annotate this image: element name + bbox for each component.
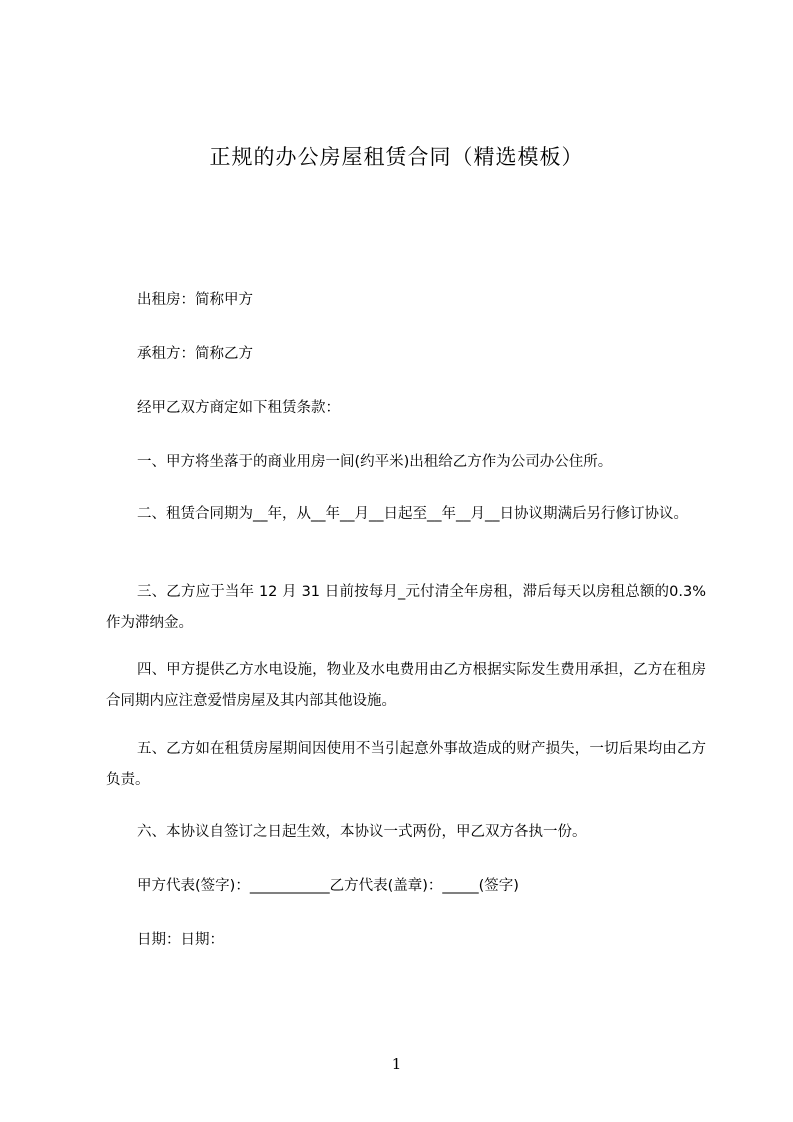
clause-1: 一、甲方将坐落于的商业用房一间(约平米)出租给乙方作为公司办公住所。 [137,454,613,470]
date-line: 日期：日期： [137,932,224,948]
signature-line: 甲方代表(签字)：___________乙方代表(盖章)：_____(签字) [137,878,519,894]
clause-5: 五、乙方如在租赁房屋期间因使用不当引起意外事故造成的财产损失，一切后果均由乙方负责。 [106,741,706,788]
lessee-line: 承租方：简称乙方 [137,346,253,362]
intro-line: 经甲乙双方商定如下租赁条款： [137,400,340,416]
page-number: 1 [391,1055,402,1073]
document-title: 正规的办公房屋租赁合同（精选模板） [209,145,584,169]
lessor-line: 出租房：简称甲方 [137,292,253,308]
clause-6: 六、本协议自签订之日起生效，本协议一式两份，甲乙双方各执一份。 [137,824,587,840]
clause-3: 三、乙方应于当年 12 月 31 日前按每月_元付清全年房租，滞后每天以房租总额的0.3%作为滞纳金。 [106,584,706,631]
clause-2: 二、租赁合同期为__年，从__年__月__日起至__年__月__日协议期满后另行修订协议。 [137,506,688,522]
clause-4: 四、甲方提供乙方水电设施，物业及水电费用由乙方根据实际发生费用承担，乙方在租房合同期内应注意爱惜房屋及其内部其他设施。 [106,662,706,709]
